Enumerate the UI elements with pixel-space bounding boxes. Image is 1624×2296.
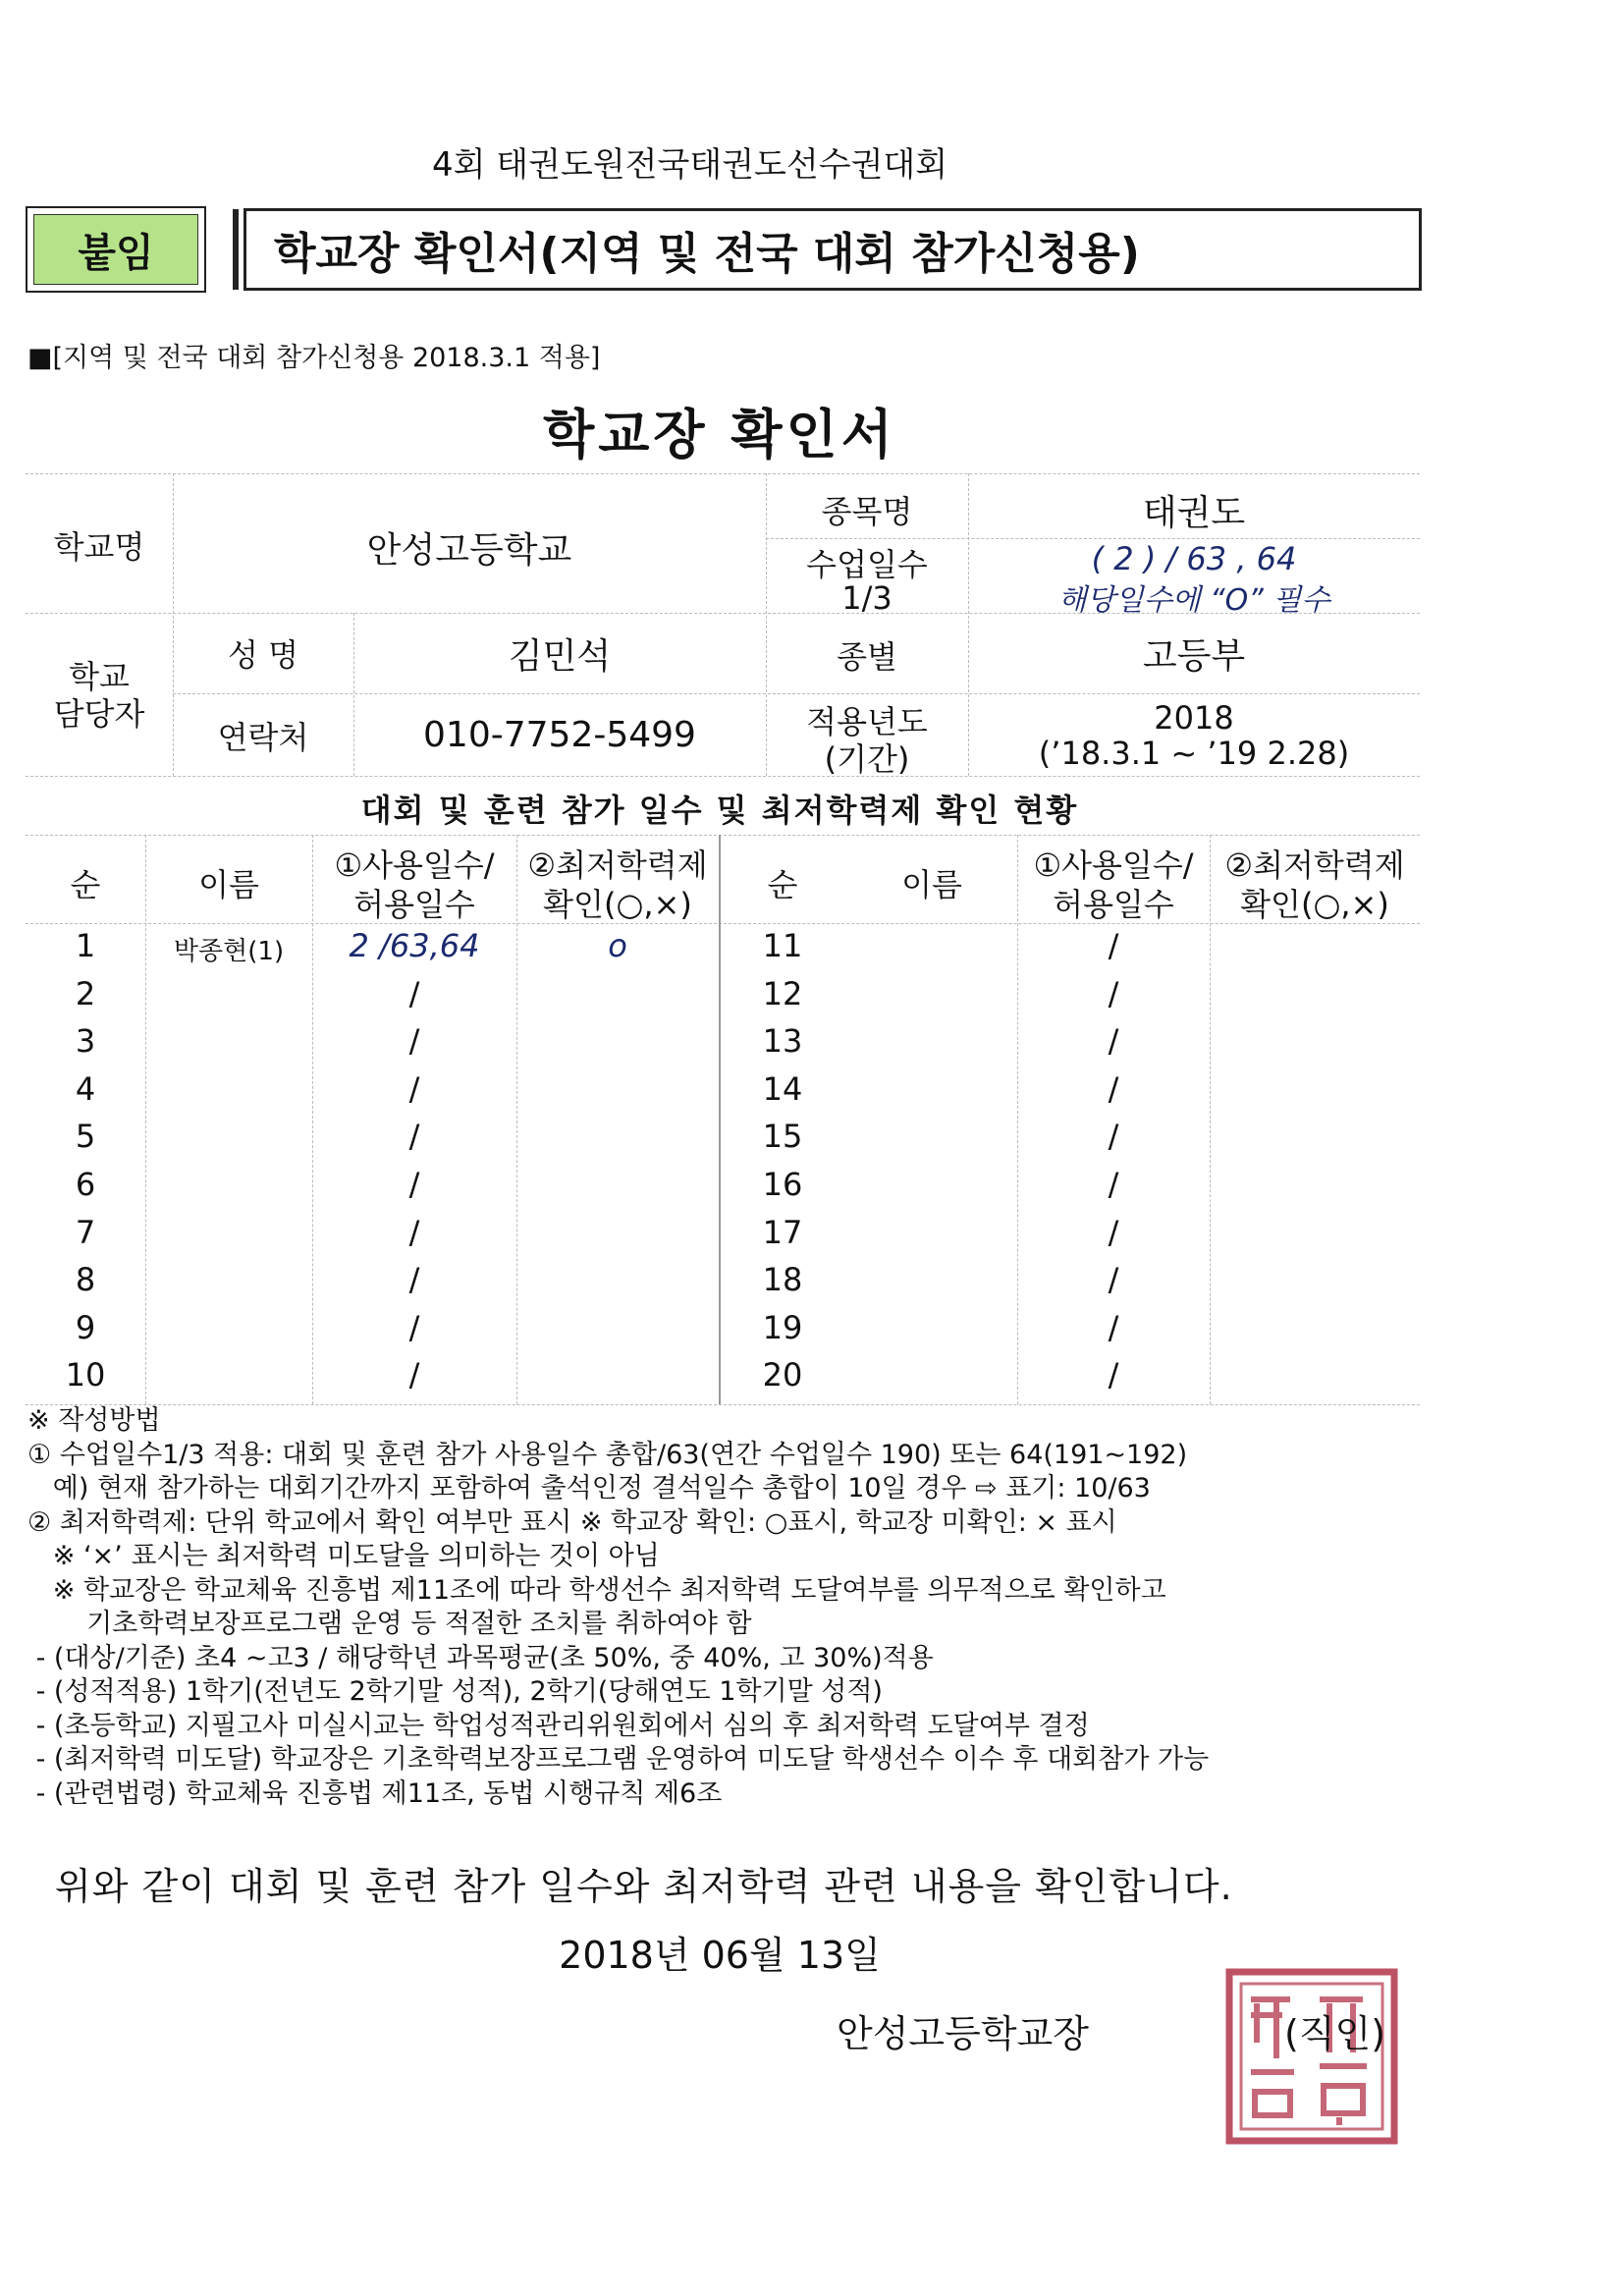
category-label: 종별 xyxy=(837,638,897,676)
header-min-right: ②최저학력제 xyxy=(1224,847,1405,884)
used-days: / xyxy=(1108,927,1119,964)
row-number: 4 xyxy=(75,1070,96,1108)
instruction-line: ② 최저학력제: 단위 학교에서 확인 여부만 표시 ※ 학교장 확인: ○표시, 학교장 미확인: × 표시 xyxy=(27,1506,1117,1538)
instruction-line: ※ 학교장은 학교체육 진흥법 제11조에 따라 학생선수 최저학력 도달여부를 의무적으로 확인하고 xyxy=(27,1574,1166,1606)
student-name: 박종현(1) xyxy=(173,937,285,966)
instruction-line: ① 수업일수1/3 적용: 대회 및 훈련 참가 사용일수 총합/63(연간 수업일수 190) 또는 64(191~192) xyxy=(27,1439,1188,1470)
used-days: / xyxy=(1108,1022,1119,1060)
row-number: 18 xyxy=(762,1261,803,1298)
class-days-note: 해당일수에 “O” 필수 xyxy=(1057,583,1330,618)
row-number: 7 xyxy=(75,1214,96,1251)
min-score-check: o xyxy=(608,927,627,964)
instruction-line: - (최저학력 미도달) 학교장은 기초학력보장프로그램 운영하여 미도달 학생선수 이수 후 대회참가 가능 xyxy=(27,1744,1210,1775)
class-days-label: 수업일수 xyxy=(806,546,928,583)
school-name-value: 안성고등학교 xyxy=(366,530,572,571)
header-days-left-2: 허용일수 xyxy=(353,886,475,923)
row-number: 9 xyxy=(75,1309,96,1346)
row-number: 2 xyxy=(75,975,96,1012)
header-no-left: 순 xyxy=(70,866,101,903)
header-no-right: 순 xyxy=(767,866,798,903)
used-days: / xyxy=(1108,1309,1119,1346)
row-number: 17 xyxy=(762,1214,803,1251)
school-name-label: 학교명 xyxy=(53,528,145,566)
contact-label: 연락처 xyxy=(217,719,309,756)
used-days: / xyxy=(1108,1118,1119,1155)
event-name: 4회 태권도원전국태권도선수권대회 xyxy=(432,145,948,185)
used-days: / xyxy=(408,1022,420,1060)
document-heading-text: 학교장 확인서(지역 및 전국 대회 참가신청용) xyxy=(274,229,1140,279)
row-number: 5 xyxy=(75,1118,96,1155)
used-days: / xyxy=(1108,975,1119,1012)
attachment-tag-label: 붙임 xyxy=(33,214,198,285)
status-subheading: 대회 및 훈련 참가 일수 및 최저학력제 확인 현황 xyxy=(360,792,1079,829)
row-number: 10 xyxy=(65,1356,106,1394)
header-min-right-2: 확인(○,×) xyxy=(1240,886,1389,923)
row-number: 6 xyxy=(75,1166,96,1203)
seal-label: (직인) xyxy=(1284,2012,1386,2055)
application-note: ■[지역 및 전국 대회 참가신청용 2018.3.1 적용] xyxy=(27,343,601,373)
used-days: / xyxy=(408,975,420,1012)
row-number: 11 xyxy=(762,927,803,964)
used-days: / xyxy=(408,1261,420,1298)
period-value: (’18.3.1 ~ ’19 2.28) xyxy=(1038,735,1350,772)
document-heading xyxy=(244,208,1422,291)
instruction-line: ※ ‘×’ 표시는 최저학력 미도달을 의미하는 것이 아님 xyxy=(27,1541,660,1571)
confirmation-statement: 위와 같이 대회 및 훈련 참가 일수와 최저학력 관련 내용을 확인합니다. xyxy=(55,1865,1233,1908)
row-number: 15 xyxy=(762,1118,803,1155)
row-number: 14 xyxy=(762,1070,803,1108)
used-days: / xyxy=(408,1166,420,1203)
instruction-line: - (대상/기준) 초4 ~고3 / 해당학년 과목평균(초 50%, 중 40%, 고 30%)적용 xyxy=(27,1642,934,1673)
class-days-value: ( 2 ) / 63 , 64 xyxy=(1091,540,1297,577)
year-period-label: (기간) xyxy=(824,740,910,778)
class-days-ratio-label: 1/3 xyxy=(841,579,893,617)
used-days: / xyxy=(1108,1166,1119,1203)
staff-name-value: 김민석 xyxy=(508,636,612,677)
year-label: 적용년도 xyxy=(806,703,928,740)
staff-label-line2: 담당자 xyxy=(53,695,145,733)
header-min-left: ②최저학력제 xyxy=(527,847,708,884)
staff-label-line1: 학교 xyxy=(69,658,130,695)
used-days: / xyxy=(408,1356,420,1394)
header-name-left: 이름 xyxy=(198,866,259,903)
instruction-line: 기초학력보장프로그램 운영 등 적절한 조치를 취하여야 함 xyxy=(27,1609,752,1639)
row-number: 3 xyxy=(75,1022,96,1060)
header-min-left-2: 확인(○,×) xyxy=(543,886,692,923)
used-days: / xyxy=(408,1118,420,1155)
row-number: 19 xyxy=(762,1309,803,1346)
header-days-left: ①사용일수/ xyxy=(334,847,495,884)
attachment-tag xyxy=(26,206,206,293)
year-value: 2018 xyxy=(1154,699,1234,737)
instruction-line: 예) 현재 참가하는 대회기간까지 포함하여 출석인정 결석일수 총합이 10일 경우 ⇨ 표기: 10/63 xyxy=(27,1473,1151,1503)
used-days: / xyxy=(408,1070,420,1108)
used-days: / xyxy=(1108,1261,1119,1298)
used-days: / xyxy=(1108,1214,1119,1251)
issue-date: 2018년 06월 13일 xyxy=(559,1934,881,1977)
instructions-heading: ※ 작성방법 xyxy=(27,1405,161,1436)
row-number: 1 xyxy=(75,927,96,964)
row-number: 12 xyxy=(762,975,803,1012)
used-days: / xyxy=(1108,1356,1119,1394)
row-number: 13 xyxy=(762,1022,803,1060)
row-number: 20 xyxy=(762,1356,803,1394)
page-title: 학교장 확인서 xyxy=(543,404,896,465)
instruction-line: - (초등학교) 지필고사 미실시교는 학업성적관리위원회에서 심의 후 최저학력 도달여부 결정 xyxy=(27,1710,1090,1741)
instruction-line: - (성적적용) 1학기(전년도 2학기말 성적), 2학기(당해연도 1학기말 성적) xyxy=(27,1676,883,1707)
header-days-right-2: 허용일수 xyxy=(1053,886,1174,923)
row-number: 8 xyxy=(75,1261,96,1298)
header-name-right: 이름 xyxy=(901,866,962,903)
sport-label: 종목명 xyxy=(821,493,913,530)
row-number: 16 xyxy=(762,1166,803,1203)
used-days: / xyxy=(1108,1070,1119,1108)
used-days: / xyxy=(408,1214,420,1251)
principal-title: 안성고등학교장 xyxy=(837,2012,1089,2055)
category-value: 고등부 xyxy=(1142,636,1246,677)
used-days: / xyxy=(408,1309,420,1346)
contact-value: 010-7752-5499 xyxy=(423,715,696,755)
header-days-right: ①사용일수/ xyxy=(1033,847,1194,884)
instruction-line: - (관련법령) 학교체육 진흥법 제11조, 동법 시행규칙 제6조 xyxy=(27,1777,723,1809)
used-days: 2 /63,64 xyxy=(349,927,480,964)
sport-value: 태권도 xyxy=(1142,493,1246,533)
staff-name-label: 성 명 xyxy=(228,636,298,674)
